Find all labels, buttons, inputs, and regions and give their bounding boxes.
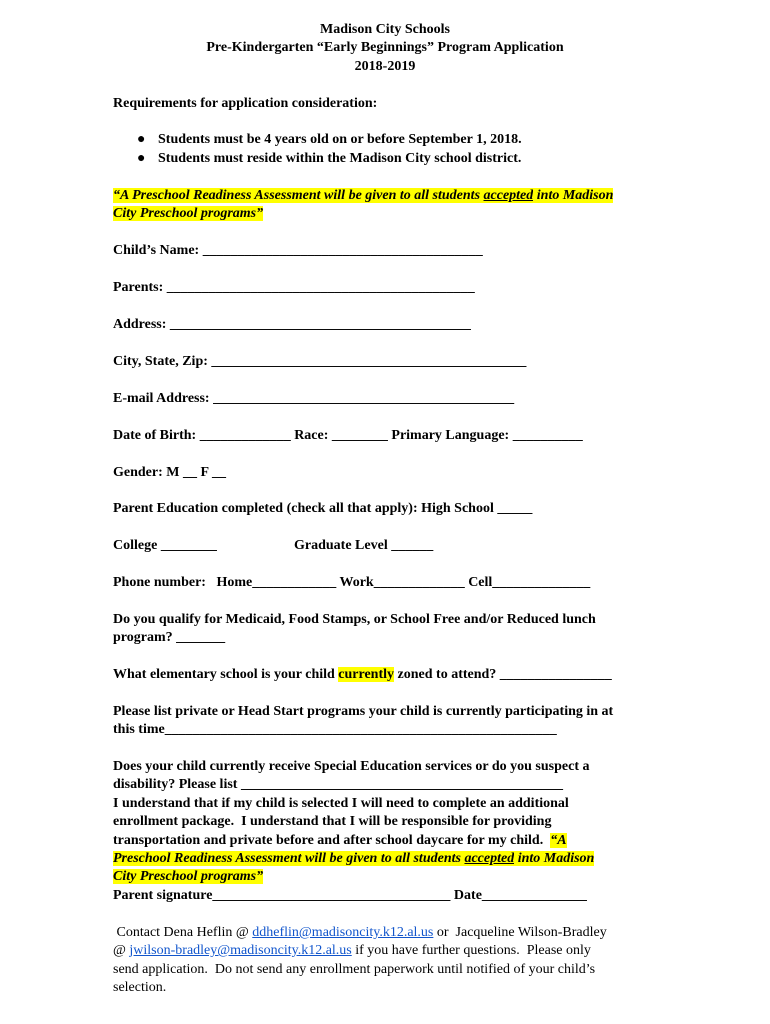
- notice-underlined: accepted: [483, 188, 534, 203]
- medicaid-question-line2[interactable]: program? _______: [113, 630, 226, 645]
- assessment-notice-line1: [113, 187, 613, 205]
- private-programs-line1: Please list private or Head Start programs your child is currently participating in at: [113, 704, 614, 719]
- special-ed-line2[interactable]: disability? Please list ______________________________________________: [113, 777, 563, 792]
- assessment-notice-line2: [113, 205, 263, 223]
- email-link-wilson-bradley[interactable]: jwilson-bradley@madisoncity.k12.al.us: [129, 943, 352, 958]
- zoned-text: What elementary school is your child: [113, 667, 339, 682]
- notice-text: “A Preschool Readiness Assessment will be given to all students: [113, 188, 484, 203]
- medicaid-question-line1: Do you qualify for Medicaid, Food Stamps, or School Free and/or Reduced lunch: [113, 612, 596, 627]
- contact-line4: selection.: [113, 980, 167, 995]
- form-title: Pre-Kindergarten “Early Beginnings” Program Application: [206, 40, 564, 55]
- contact-line1: [113, 924, 607, 942]
- notice2-start: “A: [550, 833, 567, 848]
- assessment-notice2-line2: [113, 868, 263, 886]
- contact-at: @: [113, 943, 130, 958]
- dob-race-language-field[interactable]: Date of Birth: _____________ Race: ________ Primary Language: __________: [113, 428, 583, 443]
- school-year: 2018-2019: [354, 59, 416, 74]
- notice2-line2: City Preschool programs”: [113, 869, 264, 884]
- child-name-field[interactable]: Child’s Name: ________________________________________: [113, 243, 483, 258]
- bullet-icon: ●: [137, 151, 146, 166]
- notice2-text-end: into Madison: [514, 851, 595, 866]
- private-programs-line2[interactable]: this time________________________________________________________: [113, 722, 557, 737]
- zoned-school-field[interactable]: [113, 666, 612, 684]
- understand-line2: enrollment package. I understand that I will be responsible for providing: [113, 814, 552, 829]
- graduate-level-field[interactable]: Graduate Level ______: [294, 538, 434, 553]
- understand-line3: [113, 832, 567, 850]
- email-link-heflin[interactable]: ddheflin@madisoncity.k12.al.us: [252, 925, 434, 940]
- contact-text-mid: or Jacqueline Wilson-Bradley: [433, 925, 607, 940]
- gender-field[interactable]: Gender: M __ F __: [113, 465, 227, 480]
- phone-field[interactable]: Phone number: Home____________ Work_____________ Cell______________: [113, 575, 591, 590]
- address-field[interactable]: Address: ___________________________________________: [113, 317, 471, 332]
- contact-text: Contact Dena Heflin @: [113, 925, 253, 940]
- parent-education-field[interactable]: Parent Education completed (check all that apply): High School _____: [113, 501, 533, 516]
- bullet-icon: ●: [137, 132, 146, 147]
- contact-line3: send application. Do not send any enrollment paperwork until notified of your child’s: [113, 962, 596, 977]
- notice2-text: Preschool Readiness Assessment will be given to all students: [113, 851, 465, 866]
- requirements-heading: Requirements for application consideration:: [113, 96, 378, 111]
- assessment-notice2-line1: [113, 850, 594, 868]
- understand-text: transportation and private before and after school daycare for my child.: [113, 833, 551, 848]
- college-field[interactable]: College ________: [113, 538, 217, 553]
- requirement-age: Students must be 4 years old on or before September 1, 2018.: [158, 132, 522, 147]
- parents-field[interactable]: Parents: ____________________________________________: [113, 280, 475, 295]
- understand-line1: I understand that if my child is selected I will need to complete an additional: [113, 796, 569, 811]
- requirement-residence: Students must reside within the Madison City school district.: [158, 151, 522, 166]
- zoned-text-end: zoned to attend? ________________: [394, 667, 612, 682]
- special-ed-line1: Does your child currently receive Special Education services or do you suspect a: [113, 759, 590, 774]
- signature-date-field[interactable]: Parent signature__________________________________ Date_______________: [113, 888, 587, 903]
- contact-line2: [113, 942, 591, 960]
- city-state-zip-field[interactable]: City, State, Zip: _____________________________________________: [113, 354, 527, 369]
- notice-text-end: into Madison: [533, 188, 614, 203]
- notice2-underlined: accepted: [464, 851, 515, 866]
- zoned-highlight: currently: [338, 667, 395, 682]
- notice-line2: City Preschool programs”: [113, 206, 264, 221]
- email-field[interactable]: E-mail Address: ___________________________________________: [113, 391, 515, 406]
- contact-text-end: if you have further questions. Please only: [351, 943, 591, 958]
- school-name: Madison City Schools: [320, 22, 450, 37]
